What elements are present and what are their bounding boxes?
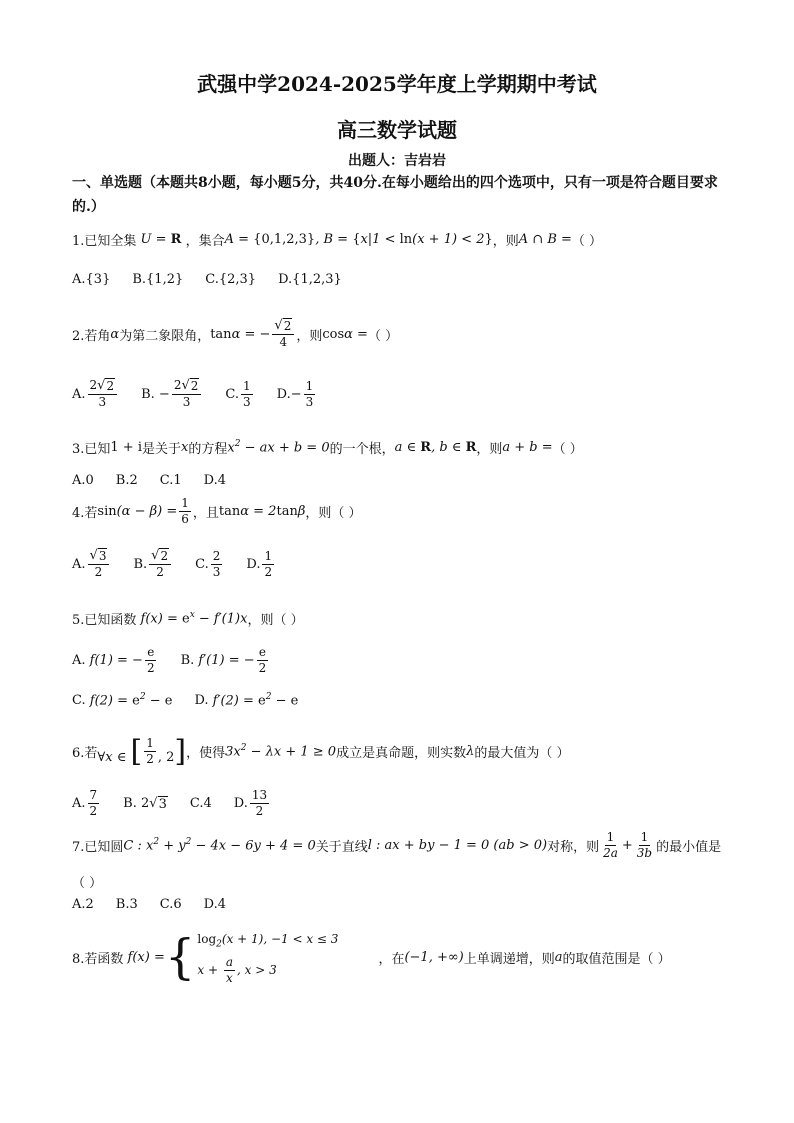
q7-stem-d: 的最小值是 xyxy=(656,840,722,855)
q2-math-tan: tanα = − xyxy=(210,326,271,342)
q6-stem-d: 的最大值为（ ） xyxy=(474,746,570,761)
q4-options xyxy=(72,548,298,580)
q7-stem-b: 关于直线 xyxy=(315,840,368,855)
q1-stem-b: ，集合 xyxy=(185,234,225,249)
question-8 xyxy=(72,928,671,986)
q3-stem-b: 是关于 xyxy=(142,442,182,457)
q3-option-d[interactable]: D.4 xyxy=(203,473,227,488)
q5-option-b-label: B. xyxy=(180,653,195,668)
q1-option-a[interactable]: A.{3} xyxy=(72,272,111,287)
q6-math-interval-end: , 2] xyxy=(157,733,187,769)
q8-stem-d: 的取值范围是（ ） xyxy=(562,951,671,967)
q2-option-b[interactable]: B. − 2 √ 2 3 xyxy=(141,378,203,410)
section-heading: 一、单选题（本题共8小题，每小题5分，共40分.在每小题给出的四个选项中，只有一项是符合题目要求的.） xyxy=(72,175,718,215)
q7-fraction-1: $\frac{1}{2a}$ xyxy=(603,830,618,860)
exam-title: 武强中学2024-2025学年度上学期期中考试 xyxy=(197,72,597,96)
question-6 xyxy=(72,733,570,769)
q5-stem-a: 5.已知函数 xyxy=(72,613,137,628)
q8-case-1: $\log_2(x + 1)$, −1 < x ≤ 3 xyxy=(197,932,339,950)
q8-math-fx: f(x) = xyxy=(123,949,165,965)
q7-fraction-2: $\frac{1}{3b}$ xyxy=(636,830,653,860)
q2-fraction: √ 2 4 xyxy=(272,318,294,350)
q1-option-c[interactable]: C.{2,3} xyxy=(205,272,257,287)
q4-option-c-label: C. xyxy=(195,556,209,572)
q4-option-b[interactable]: B. √ 2 2 xyxy=(133,548,173,580)
q1-blank: （ ） xyxy=(571,234,603,249)
q1-stem-c: ，则 xyxy=(492,234,519,249)
q7-blank-line xyxy=(72,872,102,891)
q2-math-cos: cosα = xyxy=(322,326,368,342)
q2-blank: （ ） xyxy=(367,328,399,344)
q6-option-c[interactable]: C.4 xyxy=(189,796,212,811)
q2-option-b-label: B. xyxy=(141,386,155,402)
q6-option-d-label: D. xyxy=(233,796,248,811)
q5-option-c[interactable]: C. $f(2) = e^2 - e$ xyxy=(72,692,173,709)
q2-math-alpha: α xyxy=(110,326,120,342)
q7-option-a[interactable]: A.2 xyxy=(72,897,94,912)
q4-math-sin: sin(α − β) = xyxy=(97,504,178,519)
q8-stem-b: ，在 xyxy=(378,951,405,967)
q8-case-2: x + $\frac{a}{x}$ , x > 3 xyxy=(197,955,277,986)
q3-math-root: 1 + i xyxy=(110,440,142,455)
q3-stem-e: ，则 xyxy=(476,442,503,457)
q2-stem-c: ，则 xyxy=(296,328,323,344)
q5-options-row1 xyxy=(72,645,292,676)
q7-math-circle: C : $x^2 + y^2 - 4x - 6y + 4 = 0$ xyxy=(123,837,316,854)
q5-option-d[interactable]: D. $f'(2) = e^2 - e$ xyxy=(194,692,299,709)
q5-stem-b: ，则（ ） xyxy=(247,613,304,628)
q8-math-a: a xyxy=(554,949,563,965)
q3-math-domain: a ∈ R, b ∈ R xyxy=(394,440,477,455)
q4-stem-c: ，则（ ） xyxy=(305,506,362,521)
question-7 xyxy=(72,830,721,861)
q8-piecewise xyxy=(165,928,339,986)
q6-fraction: $\frac{1}{2}$ xyxy=(146,736,154,766)
q5-option-b[interactable]: B. f′(1) = − $\frac{e}{2}$ xyxy=(180,645,267,675)
q5-option-d-label: D. xyxy=(194,692,209,708)
q7-math-line: l : ax + by − 1 = 0 (ab > 0) xyxy=(367,838,548,853)
q7-blank: （ ） xyxy=(72,876,103,891)
q2-options xyxy=(72,378,339,410)
q4-math-tan: tanα = 2tanβ xyxy=(218,504,306,519)
q8-stem-a: 8.若函数 xyxy=(72,951,124,967)
q3-options xyxy=(72,473,248,488)
q5-math-function: $f(x) = e^x - f'(1)x$ xyxy=(136,610,248,627)
q4-option-c[interactable]: C. $\frac{2}{3}$ xyxy=(195,548,221,579)
q1-math-universe: U = R xyxy=(136,232,182,247)
question-3 xyxy=(72,438,583,457)
q4-option-d[interactable]: D. $\frac{1}{2}$ xyxy=(246,548,273,579)
q4-stem-b: ，且 xyxy=(192,506,219,521)
q3-stem-d: 的一个根， xyxy=(329,442,395,457)
q3-math-sum: a + b = xyxy=(502,440,553,455)
q5-options-row2 xyxy=(72,692,320,708)
q8-stem-c: 上单调递增，则 xyxy=(463,951,555,967)
question-5 xyxy=(72,609,304,628)
question-1 xyxy=(72,230,602,249)
q1-options xyxy=(72,272,364,287)
q2-option-d-label: D. xyxy=(276,386,291,402)
q7-stem-c: 对称，则 xyxy=(547,840,600,855)
q2-option-d[interactable]: D. − $\frac{1}{3}$ xyxy=(276,378,314,409)
q8-brace: { xyxy=(164,929,196,986)
q1-math-sets: A = {0,1,2,3}, B = {x|1 < ln(x + 1) < 2} xyxy=(224,232,493,247)
q6-stem-b: ，使得 xyxy=(186,746,226,761)
q6-stem-a: 6.若 xyxy=(72,746,98,761)
q1-math-intersection: A ∩ B = xyxy=(518,232,572,247)
q2-stem-b: 为第二象限角， xyxy=(119,328,211,344)
q4-fraction: $\frac{1}{6}$ xyxy=(181,496,189,526)
q4-option-d-label: D. xyxy=(246,556,261,572)
q3-math-equation: $x^2$ − ax + b = 0 xyxy=(227,439,330,456)
q6-math-inequality: $3x^2 - \lambda x + 1 \ge 0$ xyxy=(225,743,337,760)
q3-option-c[interactable]: C.1 xyxy=(159,473,182,488)
q7-option-b[interactable]: B.3 xyxy=(115,897,138,912)
q1-option-b[interactable]: B.{1,2} xyxy=(132,272,184,287)
q1-option-d[interactable]: D.{1,2,3} xyxy=(278,272,342,287)
q8-cases xyxy=(197,928,338,986)
q3-stem-c: 的方程 xyxy=(188,442,228,457)
exam-subtitle: 高三数学试题 xyxy=(337,118,457,142)
q1-stem-a: 1.已知全集 xyxy=(72,234,137,249)
q8-math-interval: (−1, +∞) xyxy=(404,949,464,965)
q5-option-c-label: C. xyxy=(72,692,86,708)
q6-math-interval: ∀x ∈ [ xyxy=(97,733,143,769)
q7-option-c[interactable]: C.6 xyxy=(159,897,182,912)
q6-options xyxy=(72,788,293,819)
q3-option-b[interactable]: B.2 xyxy=(115,473,138,488)
q4-option-a-label: A. xyxy=(72,556,86,572)
exam-author: 出题人：吉岩岩 xyxy=(348,153,446,169)
q2-stem-a: 2.若角 xyxy=(72,328,111,344)
q3-blank: （ ） xyxy=(552,442,583,457)
q2-option-c-label: C. xyxy=(225,386,240,402)
q2-option-a[interactable]: A. 2 √ 2 3 xyxy=(72,378,119,410)
question-2 xyxy=(72,318,398,350)
q5-option-a[interactable]: A. f(1) = − $\frac{e}{2}$ xyxy=(72,645,155,675)
q3-option-a[interactable]: A.0 xyxy=(72,473,94,488)
q7-options xyxy=(72,897,248,912)
q5-option-a-label: A. xyxy=(72,653,86,668)
q3-math-x: x xyxy=(181,440,189,455)
q6-stem-c: 成立是真命题，则实数 xyxy=(336,746,467,761)
q6-option-a[interactable]: A. $\frac{7}{2}$ xyxy=(72,788,98,818)
question-4 xyxy=(72,496,361,527)
q3-stem-a: 3.已知 xyxy=(72,442,111,457)
q4-option-a[interactable]: A. √ 3 2 xyxy=(72,548,111,580)
q4-option-b-label: B. xyxy=(133,556,148,572)
q4-stem-a: 4.若 xyxy=(72,506,98,521)
q6-option-d[interactable]: D. $\frac{13}{2}$ xyxy=(233,788,268,818)
q2-option-c[interactable]: C. $\frac{1}{3}$ xyxy=(225,378,251,409)
q7-option-d[interactable]: D.4 xyxy=(203,897,227,912)
q6-option-b-label: B. xyxy=(123,796,137,811)
q6-math-lambda: λ xyxy=(466,744,475,759)
q2-option-a-label: A. xyxy=(72,386,86,402)
q7-stem-a: 7.已知圆 xyxy=(72,840,124,855)
q7-math-plus: + xyxy=(621,838,633,853)
q6-option-b[interactable]: B. 2 √ 3 xyxy=(123,795,167,812)
q6-option-a-label: A. xyxy=(72,796,86,811)
